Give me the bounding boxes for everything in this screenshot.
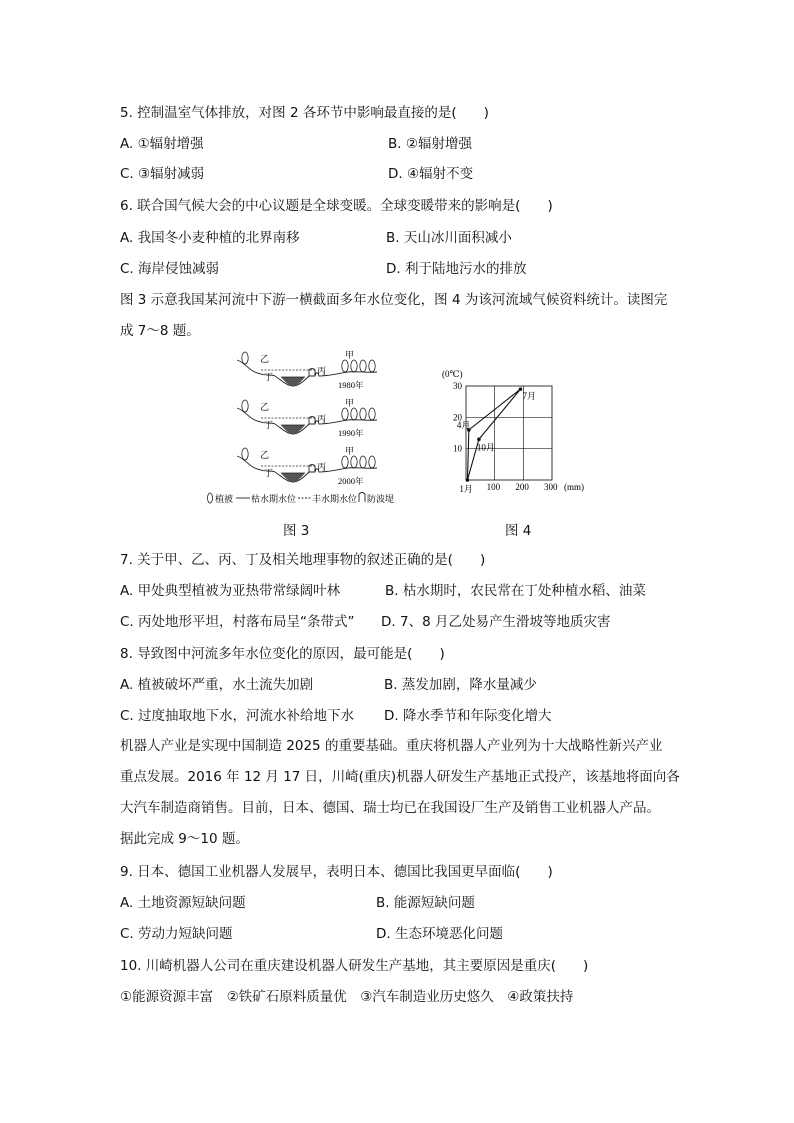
q5-option-d: D. ④辐射不变 xyxy=(388,166,474,182)
q10-choices: ①能源资源丰富 ②铁矿石原料质量优 ③汽车制造业历史悠久 ④政策扶持 xyxy=(120,989,574,1005)
point-label: 10月 xyxy=(476,442,495,453)
q9-option-d: D. 生态环境恶化问题 xyxy=(376,926,503,942)
panel-year: 2000年 xyxy=(338,476,364,486)
vegetation-icon xyxy=(369,408,375,420)
intro-9-10-line3: 大汽车制造商销售。目前，日本、德国、瑞士均已在我国设厂生产及销售工业机器人产品。 xyxy=(120,800,660,816)
label-bing: 丙 xyxy=(317,414,327,424)
data-point xyxy=(477,437,481,441)
label-jia: 甲 xyxy=(345,350,355,360)
figure-4-caption: 图 4 xyxy=(505,523,532,539)
y-axis-label: (0℃) xyxy=(442,369,463,379)
vegetation-icon xyxy=(369,360,375,372)
legend-vegetation: 植被 xyxy=(215,494,234,504)
q6-option-c: C. 海岸侵蚀减弱 xyxy=(120,261,220,277)
label-yi: 乙 xyxy=(260,354,270,364)
vegetation-icon xyxy=(208,493,213,503)
x-tick-label: 200 xyxy=(515,482,529,492)
river-water xyxy=(281,425,305,434)
label-ding: 丁 xyxy=(264,468,274,478)
vegetation-icon xyxy=(242,448,248,460)
q9-option-a: A. 土地资源短缺问题 xyxy=(120,895,246,911)
q8-option-c: C. 过度抽取地下水，河流水补给地下水 xyxy=(120,708,355,724)
vegetation-icon xyxy=(360,360,366,372)
y-tick-label: 30 xyxy=(453,381,462,391)
q6-option-a: A. 我国冬小麦种植的北界南移 xyxy=(120,230,300,246)
vegetation-icon xyxy=(369,456,375,468)
figure-3-legend xyxy=(208,493,395,505)
legend-low-water: 枯水期水位 xyxy=(251,494,297,504)
q8-option-b: B. 蒸发加剧，降水量减少 xyxy=(384,677,537,693)
intro-7-8-line2: 成 7～8 题。 xyxy=(120,323,200,339)
label-bing: 丙 xyxy=(317,366,327,376)
climate-line xyxy=(467,389,520,480)
vegetation-icon xyxy=(360,456,366,468)
vegetation-icon xyxy=(360,408,366,420)
q7-option-d: D. 7、8 月乙处易产生滑坡等地质灾害 xyxy=(381,614,611,630)
intro-7-8-line1: 图 3 示意我国某河流中下游一横截面多年水位变化，图 4 为该河流域气候资料统计。读图完 xyxy=(120,292,668,308)
x-axis-label: (mm) xyxy=(564,482,584,492)
panel-year: 1980年 xyxy=(338,380,364,390)
q5-option-c: C. ③辐射减弱 xyxy=(120,166,205,182)
q9-option-c: C. 劳动力短缺问题 xyxy=(120,926,233,942)
q6-option-d: D. 利于陆地污水的排放 xyxy=(386,261,527,277)
figure-3-caption: 图 3 xyxy=(283,523,310,539)
vegetation-icon xyxy=(342,408,348,420)
figure-3 xyxy=(205,346,415,511)
levee-icon xyxy=(359,493,365,503)
vegetation-icon xyxy=(342,360,348,372)
plot-frame xyxy=(466,386,552,480)
vegetation-icon xyxy=(351,408,357,420)
label-ding: 丁 xyxy=(264,372,274,382)
label-ding: 丁 xyxy=(264,420,274,430)
q5-stem: 5. 控制温室气体排放，对图 2 各环节中影响最直接的是( ) xyxy=(120,105,489,121)
q7-option-c: C. 丙处地形平坦，村落布局呈“条带式” xyxy=(120,614,355,630)
label-yi: 乙 xyxy=(260,402,270,412)
vegetation-icon xyxy=(351,456,357,468)
q7-stem: 7. 关于甲、乙、丙、丁及相关地理事物的叙述正确的是( ) xyxy=(120,552,486,568)
q6-option-b: B. 天山冰川面积减小 xyxy=(386,230,512,246)
q7-option-b: B. 枯水期时，农民常在丁处种植水稻、油菜 xyxy=(385,583,646,599)
label-jia: 甲 xyxy=(345,398,355,408)
panel-year: 1990年 xyxy=(338,428,364,438)
point-label: 1月 xyxy=(459,484,473,494)
q9-option-b: B. 能源短缺问题 xyxy=(376,895,475,911)
label-jia: 甲 xyxy=(345,446,355,456)
q8-stem: 8. 导致图中河流多年水位变化的原因，最可能是( ) xyxy=(120,646,445,662)
vegetation-icon xyxy=(242,352,248,364)
cross-section-panel xyxy=(237,398,377,438)
y-tick-label: 10 xyxy=(453,443,462,454)
y-tick-label: 20 xyxy=(453,412,462,423)
q5-option-b: B. ②辐射增强 xyxy=(388,136,472,152)
intro-9-10-line1: 机器人产业是实现中国制造 2025 的重要基础。重庆将机器人产业列为十大战略性新兴产业 xyxy=(120,738,663,754)
point-label: 4月 xyxy=(456,419,471,430)
intro-9-10 xyxy=(120,731,680,855)
q7-option-a: A. 甲处典型植被为亚热带常绿阔叶林 xyxy=(120,583,341,599)
legend-levee: 防波堤 xyxy=(367,494,395,504)
point-label: 7月 xyxy=(522,391,536,402)
x-tick-label: 100 xyxy=(486,482,501,492)
label-yi: 乙 xyxy=(260,450,270,460)
figure-4-chart xyxy=(430,366,600,506)
q5-option-a: A. ①辐射增强 xyxy=(120,136,204,152)
label-bing: 丙 xyxy=(317,462,327,472)
cross-section-panel xyxy=(237,350,377,390)
q10-stem: 10. 川崎机器人公司在重庆建设机器人研发生产基地，其主要原因是重庆( ) xyxy=(120,958,589,974)
q8-option-a: A. 植被破坏严重，水土流失加剧 xyxy=(120,677,314,693)
vegetation-icon xyxy=(242,400,248,412)
intro-9-10-line4: 据此完成 9～10 题。 xyxy=(120,831,249,847)
vegetation-icon xyxy=(351,360,357,372)
vegetation-icon xyxy=(342,456,348,468)
data-point xyxy=(466,478,470,482)
q6-stem: 6. 联合国气候大会的中心议题是全球变暖。全球变暖带来的影响是( ) xyxy=(120,198,553,214)
q9-stem: 9. 日本、德国工业机器人发展早，表明日本、德国比我国更早面临( ) xyxy=(120,864,553,880)
intro-9-10-line2: 重点发展。2016 年 12 月 17 日，川崎(重庆)机器人研发生产基地正式投产，该基地将面向各 xyxy=(120,769,680,785)
legend-high-water: 丰水期水位 xyxy=(312,494,358,504)
river-water xyxy=(281,377,305,386)
x-tick-label: 300 xyxy=(544,482,558,492)
cross-section-panel xyxy=(237,446,377,486)
river-water xyxy=(281,473,305,482)
q8-option-d: D. 降水季节和年际变化增大 xyxy=(384,708,552,724)
